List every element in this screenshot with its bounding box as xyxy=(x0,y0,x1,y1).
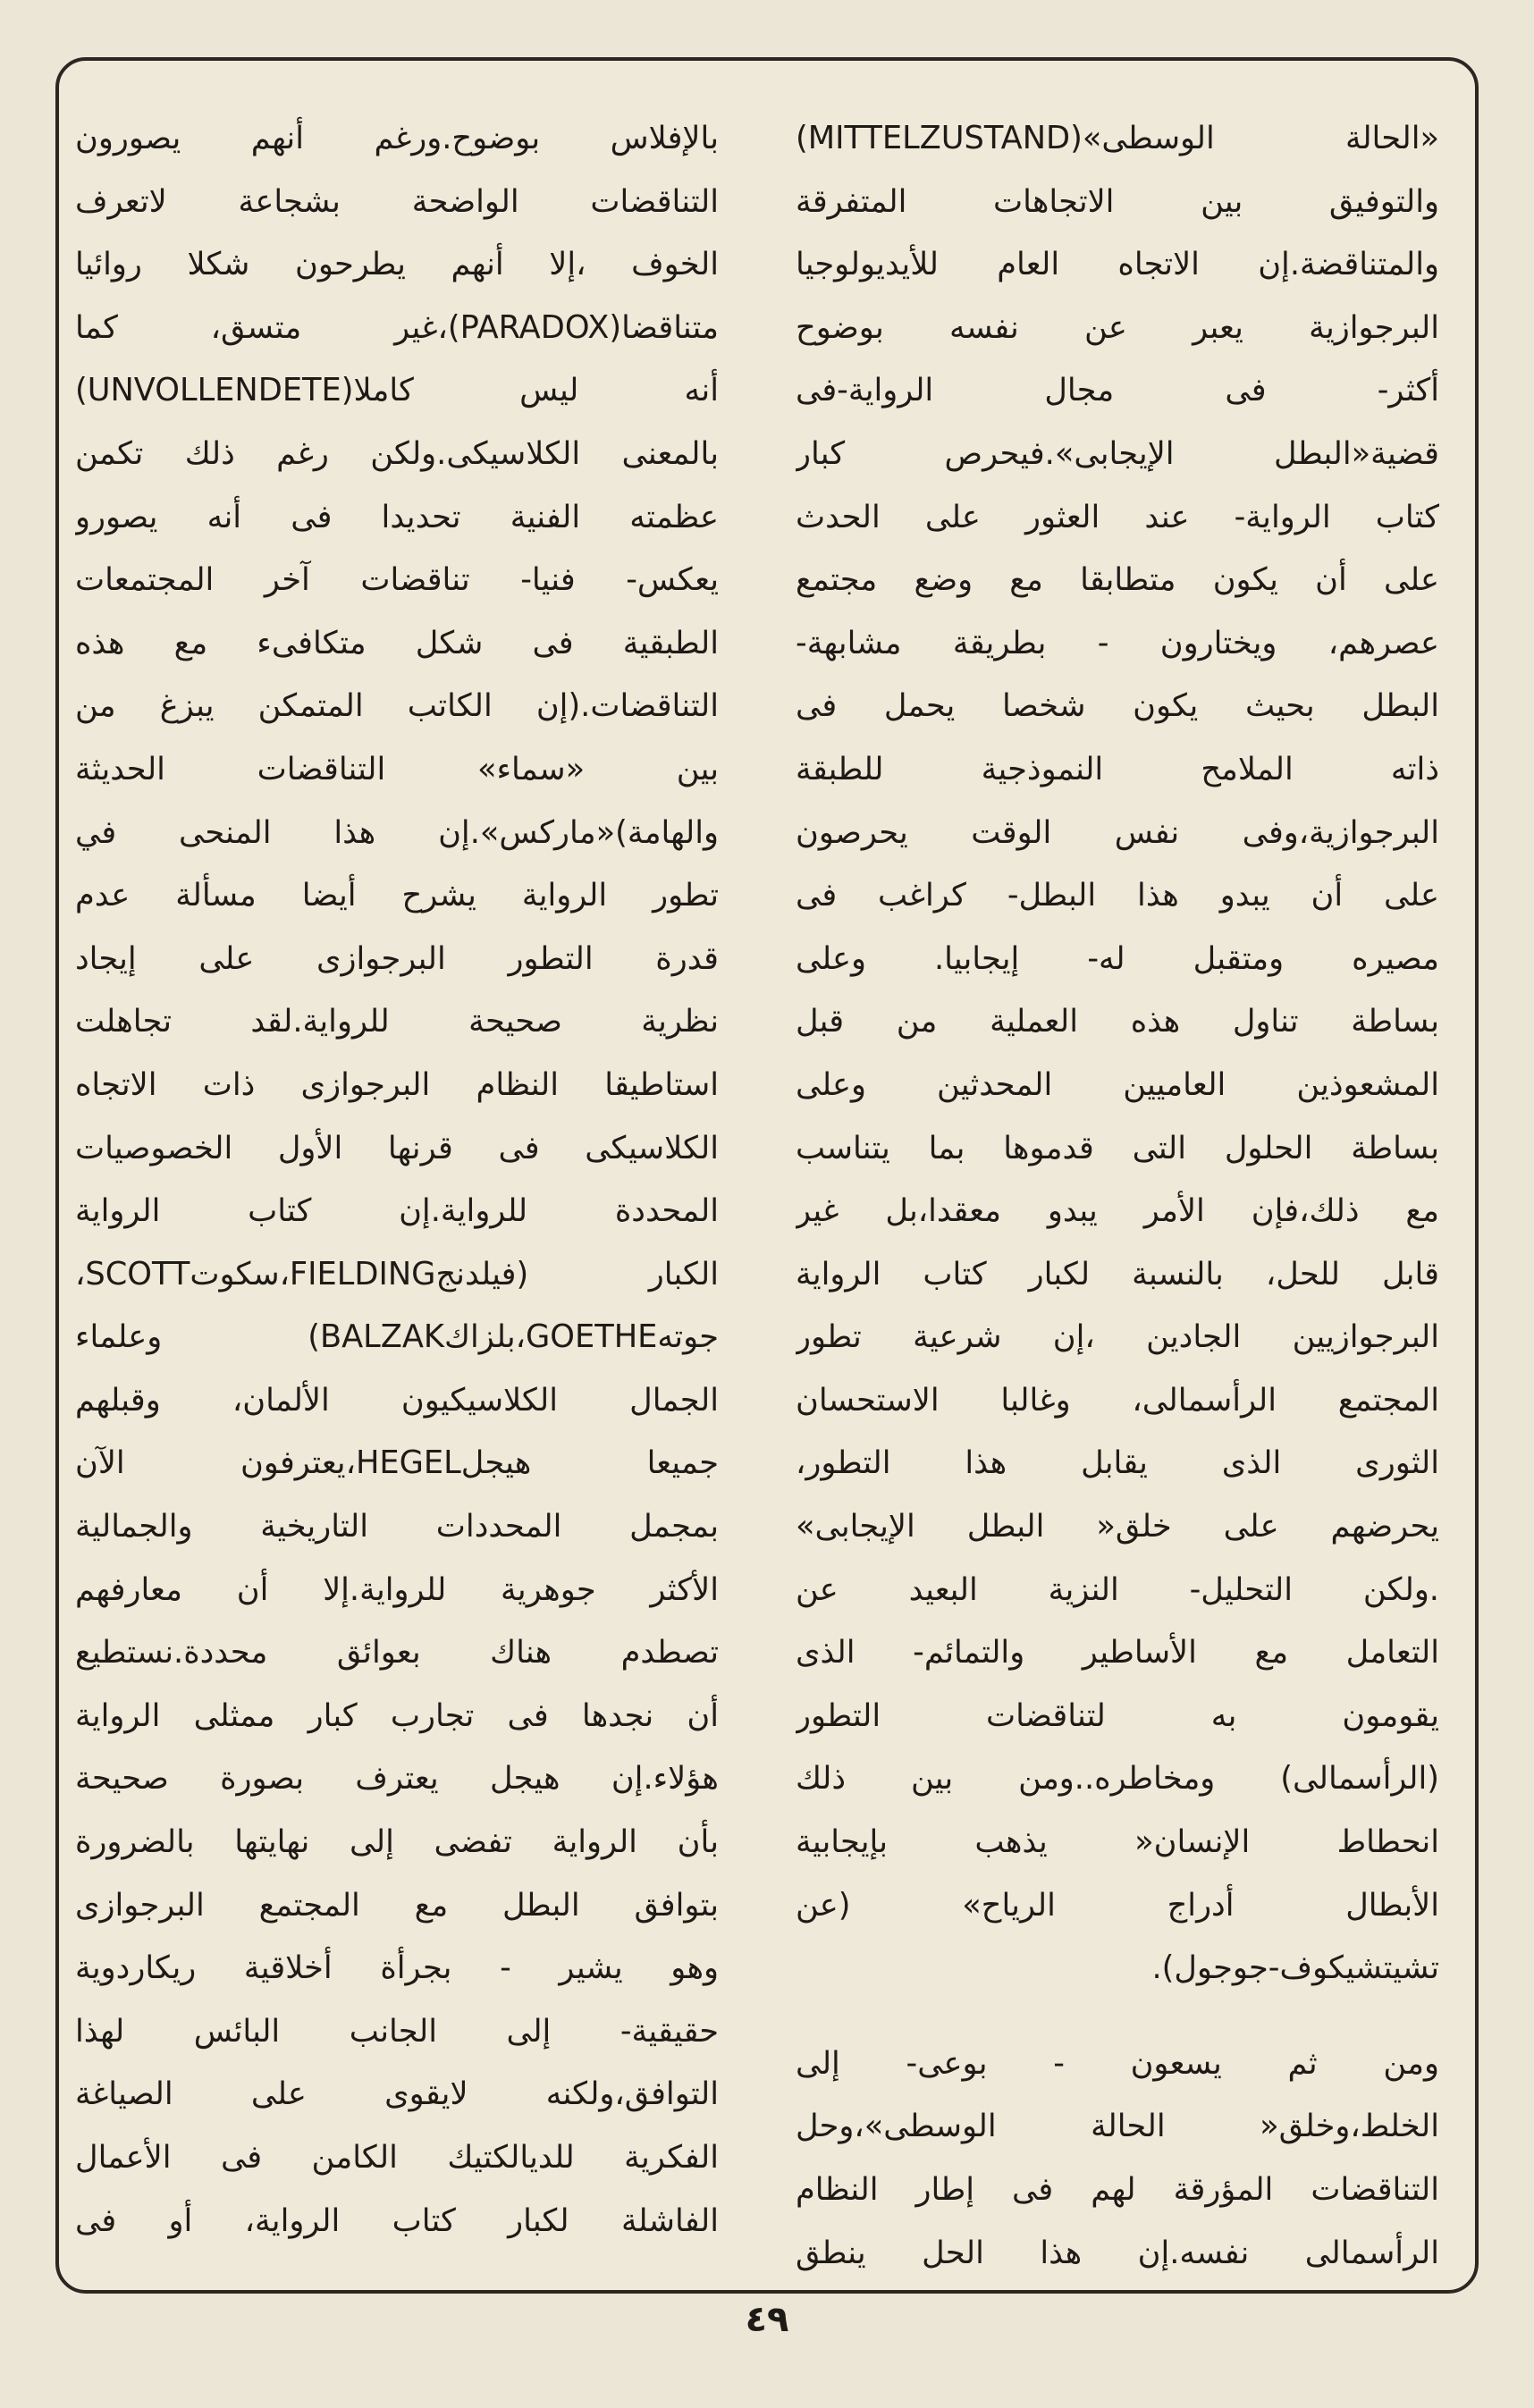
text-line: قضية«البطل الإيجابى».فيحرص كبار xyxy=(796,434,1439,472)
text-line: التوافق،ولكنه لايقوى على الصياغة xyxy=(75,2075,719,2113)
text-line: ومن ثم يسعون - بوعى- إلى xyxy=(796,2044,1439,2082)
text-line: عصرهم، ويختارون - بطريقة مشابهة- xyxy=(796,624,1439,661)
text-line: تطور الرواية يشرح أيضا مسألة عدم xyxy=(75,877,719,914)
text-line: الخلط،وخلق« الحالة الوسطى»،وحل xyxy=(796,2108,1439,2145)
text-line: التناقضات الواضحة بشجاعة لاتعرف xyxy=(75,182,719,220)
text-line: البرجوازية يعبر عن نفسه بوضوح xyxy=(796,308,1439,346)
text-line: .ولكن التحليل- النزية البعيد عن xyxy=(796,1570,1439,1608)
text-line: بالإفلاس بوضوح.ورغم أنهم يصورون xyxy=(75,120,719,156)
text-line: حقيقية- إلى الجانب البائس لهذا xyxy=(75,2012,719,2050)
text-line: التناقضات.(إن الكاتب المتمكن يبزغ من xyxy=(75,687,719,725)
text-line: بساطة الحلول التى قدموها بما يتناسب xyxy=(796,1129,1439,1166)
text-line: والهامة)«ماركس».إن هذا المنحى في xyxy=(75,813,719,851)
text-line: متناقضا(PARADOX)،غير متسق، كما xyxy=(75,308,719,346)
text-line: «الحالة الوسطى»(MITTELZUSTAND) xyxy=(796,120,1439,156)
text-line: الفاشلة لكبار كتاب الرواية، أو فى xyxy=(75,2202,719,2239)
text-line: بمجمل المحددات التاريخية والجمالية xyxy=(75,1508,719,1545)
text-line: الأكثر جوهرية للرواية.إلا أن معارفهم xyxy=(75,1570,719,1608)
text-line: الرأسمالى نفسه.إن هذا الحل ينطق xyxy=(796,2234,1439,2271)
text-line: الثورى الذى يقابل هذا التطور، xyxy=(796,1444,1439,1482)
text-line: (الرأسمالى) ومخاطره..ومن بين ذلك xyxy=(796,1760,1439,1798)
text-line: أن نجدها فى تجارب كبار ممثلى الرواية xyxy=(75,1697,719,1734)
text-line: تشيتشيكوف-جوجول). xyxy=(1151,1949,1439,1987)
text-line: بين «سماء» التناقضات الحديثة xyxy=(75,750,719,787)
text-line: قدرة التطور البرجوازى على إيجاد xyxy=(75,939,719,977)
text-line: نظرية صحيحة للرواية.لقد تجاهلت xyxy=(75,1003,719,1040)
text-line: وهو يشير - بجرأة أخلاقية ريكاردوية xyxy=(75,1949,719,1987)
text-line: الخوف ،إلا أنهم يطرحون شكلا روائيا xyxy=(75,246,719,283)
page-number: ٤٩ xyxy=(745,2299,789,2340)
text-line: على أن يبدو هذا البطل- كراغب فى xyxy=(796,877,1439,914)
text-line: البطل بحيث يكون شخصا يحمل فى xyxy=(796,687,1439,725)
text-line: عظمته الفنية تحديدا فى أنه يصورو xyxy=(75,498,719,535)
text-line: تصطدم هناك بعوائق محددة.نستطيع xyxy=(75,1634,719,1671)
text-line: قابل للحل، بالنسبة لكبار كتاب الرواية xyxy=(796,1255,1439,1292)
text-line: الفكرية للديالكتيك الكامن فى الأعمال xyxy=(75,2139,719,2176)
text-line: هؤلاء.إن هيجل يعترف بصورة صحيحة xyxy=(75,1760,719,1798)
text-line: بتوافق البطل مع المجتمع البرجوازى xyxy=(75,1886,719,1924)
text-line: البرجوازيين الجادين ،إن شرعية تطور xyxy=(796,1318,1439,1356)
text-line: المشعوذين العاميين المحدثين وعلى xyxy=(796,1065,1439,1103)
text-line: يقومون به لتناقضات التطور xyxy=(796,1697,1439,1734)
text-line: مع ذلك،فإن الأمر يبدو معقدا،بل غير xyxy=(796,1192,1439,1230)
text-line: استاطيقا النظام البرجوازى ذات الاتجاه xyxy=(75,1065,719,1103)
text-line: مصيره ومتقبل له- إيجابيا. وعلى xyxy=(796,939,1439,977)
text-line: الأبطال أدراج الرياح» (عن xyxy=(796,1886,1439,1924)
text-line: البرجوازية،وفى نفس الوقت يحرصون xyxy=(796,813,1439,851)
text-line: جوتهGOETHE،بلزاكBALZAK) وعلماء xyxy=(75,1318,719,1356)
text-line: يحرضهم على خلق« البطل الإيجابى» xyxy=(796,1508,1439,1545)
text-line: التعامل مع الأساطير والتمائم- الذى xyxy=(796,1634,1439,1671)
text-line: التناقضات المؤرقة لهم فى إطار النظام xyxy=(796,2171,1439,2208)
text-line: أنه ليس كاملا(UNVOLLENDETE) xyxy=(75,372,719,409)
text-line: انحطاط الإنسان« يذهب بإيجابية xyxy=(796,1823,1439,1861)
text-line: الكلاسيكى فى قرنها الأول الخصوصيات xyxy=(75,1129,719,1166)
text-line: الكبار (فيلدنجFIELDING،سكوتSCOTT، xyxy=(75,1255,719,1292)
text-line: بأن الرواية تفضى إلى نهايتها بالضرورة xyxy=(75,1823,719,1861)
text-line: يعكس- فنيا- تناقضات آخر المجتمعات xyxy=(75,561,719,599)
left-column xyxy=(75,107,719,2252)
page-frame xyxy=(55,57,1479,2294)
right-column xyxy=(796,107,1439,2285)
text-line: المحددة للرواية.إن كتاب الرواية xyxy=(75,1192,719,1230)
text-line: بساطة تناول هذه العملية من قبل xyxy=(796,1003,1439,1040)
text-line: المجتمع الرأسمالى، وغالبا الاستحسان xyxy=(796,1381,1439,1419)
text-line: والمتناقضة.إن الاتجاه العام للأيديولوجيا xyxy=(796,246,1439,283)
text-line: جميعا هيجلHEGEL،يعترفون الآن xyxy=(75,1444,719,1482)
text-line: كتاب الرواية- عند العثور على الحدث xyxy=(796,498,1439,535)
text-line: الطبقية فى شكل متكافىء مع هذه xyxy=(75,624,719,661)
text-line: أكثر- فى مجال الرواية-فى xyxy=(796,372,1439,409)
text-line: الجمال الكلاسيكيون الألمان، وقبلهم xyxy=(75,1381,719,1419)
text-line: والتوفيق بين الاتجاهات المتفرقة xyxy=(796,182,1439,220)
text-line: على أن يكون متطابقا مع وضع مجتمع xyxy=(796,561,1439,599)
text-line: ذاته الملامح النموذجية للطبقة xyxy=(796,750,1439,787)
text-line: بالمعنى الكلاسيكى.ولكن رغم ذلك تكمن xyxy=(75,434,719,472)
